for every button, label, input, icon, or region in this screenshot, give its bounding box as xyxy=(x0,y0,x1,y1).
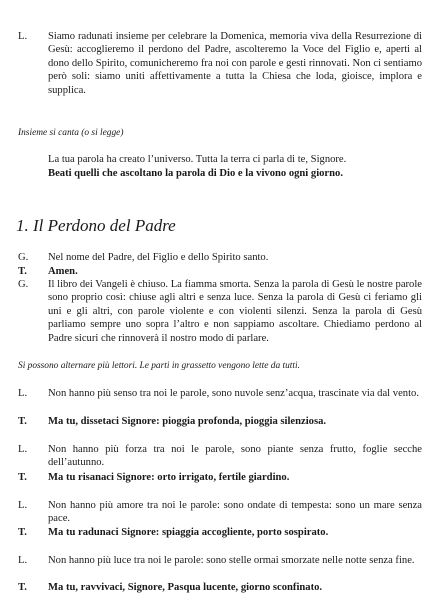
litany-2-l-text: Non hanno più forza tra noi le parole, sono piante senza frutto, foglie secche dell’autunno. xyxy=(48,444,422,469)
litany-1-l-role: L. xyxy=(18,388,28,399)
litany-2-l-role: L. xyxy=(18,444,28,455)
litany-4-reader xyxy=(18,554,422,567)
litany-3-l-text: Non hanno più amore tra noi le parole: sono ondate di tempesta: sono un mare senza pace. xyxy=(48,500,422,525)
litany-3-l-role: L. xyxy=(18,500,28,511)
litany-3-all xyxy=(18,526,422,539)
opening-text-3: Il libro dei Vangeli è chiuso. La fiamma smorta. Senza la parola di Gesù le nostre parole sono proprio così: chiuse agli altri e senza luce. Senza la parola di Gesù ci feriamo gli uni e gli altri, con parole violente e con violenti silenzi. Senza la parola di Gesù parliamo sempre uno sopra l’altro e non sappiamo ascoltare. Chiediamo perdono al Padre sicuri che rinnoverà il nostro modo di parlare. xyxy=(48,279,422,344)
opening-line-3 xyxy=(18,278,422,345)
opening-line-1 xyxy=(18,251,422,264)
opening-role-1: G. xyxy=(18,252,29,263)
intro-paragraph xyxy=(18,30,422,97)
litany-3-t-text: Ma tu radunaci Signore: spiaggia accogliente, porto sospirato. xyxy=(48,527,329,538)
readers-note: Si possono alternare più lettori. Le parti in grassetto vengono lette da tutti. xyxy=(18,361,300,371)
refrain-line-2: Beati quelli che ascoltano la parola di Dio e la vivono ogni giorno. xyxy=(48,168,343,179)
opening-line-2 xyxy=(18,265,422,278)
opening-role-2: T. xyxy=(18,266,27,277)
opening-role-3: G. xyxy=(18,279,29,290)
litany-2-all xyxy=(18,471,422,484)
litany-1-reader xyxy=(18,387,422,400)
refrain-line-1: La tua parola ha creato l’universo. Tutta la terra ci parla di te, Signore. xyxy=(48,154,347,165)
opening-text-1: Nel nome del Padre, del Figlio e dello Spirito santo. xyxy=(48,252,269,263)
litany-4-t-role: T. xyxy=(18,582,27,593)
sung-note: Insieme si canta (o si legge) xyxy=(18,128,124,138)
litany-2-reader xyxy=(18,443,422,470)
intro-role: L. xyxy=(18,31,28,42)
litany-3-reader xyxy=(18,499,422,526)
litany-4-l-text: Non hanno più luce tra noi le parole: sono stelle ormai smorzate nelle notte senza fine. xyxy=(48,555,415,566)
litany-2-t-text: Ma tu risanaci Signore: orto irrigato, fertile giardino. xyxy=(48,472,290,483)
litany-4-t-text: Ma tu, ravvivaci, Signore, Pasqua lucente, giorno sconfinato. xyxy=(48,582,323,593)
litany-1-t-text: Ma tu, dissetaci Signore: pioggia profonda, pioggia silenziosa. xyxy=(48,416,327,427)
section-title: 1. Il Perdono del Padre xyxy=(16,216,176,235)
litany-1-t-role: T. xyxy=(18,416,27,427)
litany-1-all xyxy=(18,415,422,428)
litany-1-l-text: Non hanno più senso tra noi le parole, sono nuvole senz’acqua, trascinate via dal vento. xyxy=(48,388,419,399)
intro-text: Siamo radunati insieme per celebrare la Domenica, memoria viva della Resurrezione di Gesù: accoglieremo il perdono del Padre, ascolteremo la Voce del Figlio e, aperti al dono dello Spirito, comunicheremo fra noi con parole e gesti rinnovati. Non ci sentiamo però soli: siamo uniti affettivamente a tutta la Chiesa che loda, gioisce, implora e supplica. xyxy=(48,31,422,96)
opening-text-2: Amen. xyxy=(48,266,78,277)
litany-3-t-role: T. xyxy=(18,527,27,538)
litany-4-all xyxy=(18,581,422,594)
litany-4-l-role: L. xyxy=(18,555,28,566)
litany-2-t-role: T. xyxy=(18,472,27,483)
